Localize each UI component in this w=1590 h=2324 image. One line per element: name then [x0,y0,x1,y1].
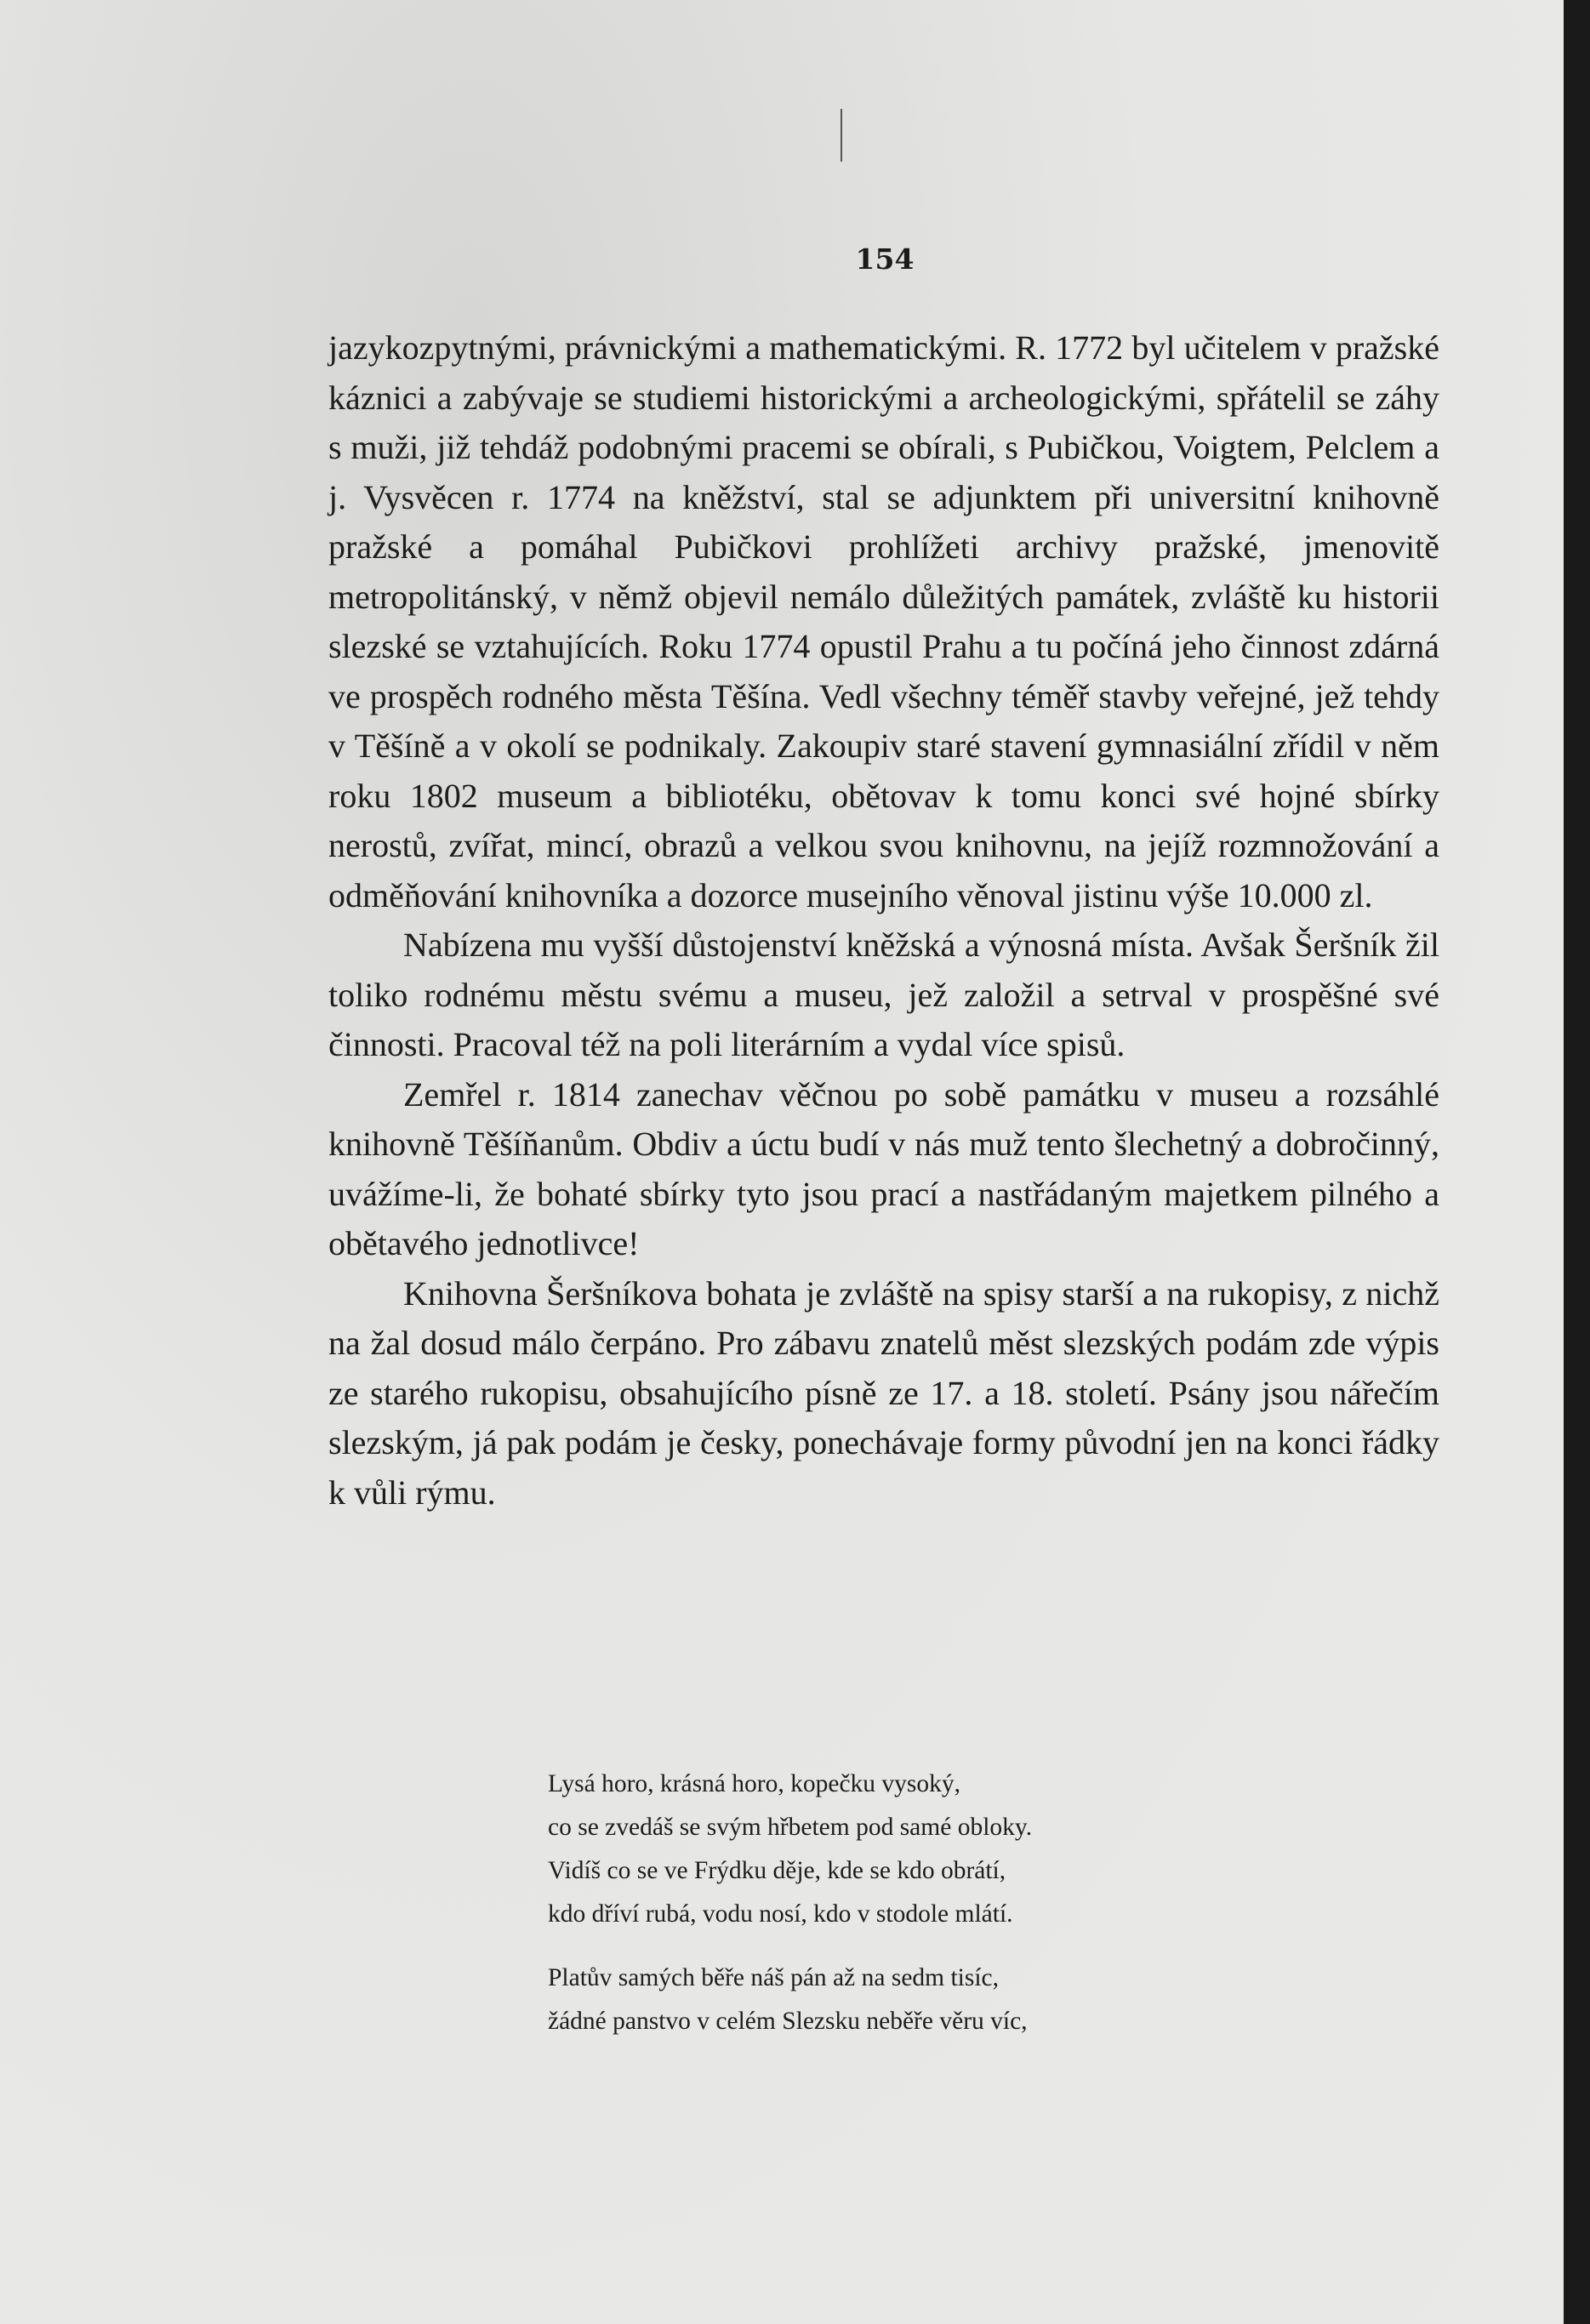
body-text [328,323,1439,1518]
paragraph-4: Knihovna Šeršníkova bohata je zvláště na spisy starší a na rukopisy, z nichž na žal dosud málo čerpáno. Pro zábavu znatelů měst slezských podám zde výpis ze starého rukopisu, obsahujícího písně ze 17. a 18. století. Psány jsou nářečím slezským, já pak podám je česky, ponechávaje formy původní jen na konci řádky k vůli rýmu. [328,1273,1439,1512]
paragraph-1: jazykozpytnými, právnickými a mathematickými. R. 1772 byl učitelem v pražské káznici a zabývaje se studiemi historickými a archeologickými, spřátelil se záhy s muži, již tehdáž podobnými pracemi se obírali, s Pubičkou, Voigtem, Pelclem a j. Vysvěcen r. 1774 na kněžství, stal se adjunktem při universitní knihovně pražské a pomáhal Pubičkovi prohlížeti archivy pražské, jmenovitě metropolitánský, v němž objevil nemálo důležitých památek, zvláště ku historii slezské se vztahujících. Roku 1774 opustil Prahu a tu počíná jeho činnost zdárná ve prospěch rodného města Těšína. Vedl všechny téměř stavby veřejné, jež tehdy v Těšíně a v okolí se podnikaly. Zakoupiv staré stavení gymnasiální zřídil v něm roku 1802 museum a bibliotéku, obětovav k tomu konci své hojné sbírky nerostů, zvířat, mincí, obrazů a velkou svou knihovnu, na jejíž rozmnožování a odměňování knihovníka a dozorce musejního věnoval jistinu výše 10.000 zl. [328,328,1439,914]
poem-line: žádné panstvo v celém Slezsku neběře věru víc, [548,2008,1028,2035]
scan-artifact-mark [841,109,842,162]
poem-line: Vidíš co se ve Frýdku děje, kde se kdo obrátí, [548,1857,1006,1884]
poem-line: co se zvedáš se svým hřbetem pod samé obloky. [548,1814,1033,1841]
poem-excerpt [548,1763,1484,2064]
scan-dark-edge [1564,0,1590,2324]
poem-line: Platův samých běře náš pán až na sedm tisíc, [548,1964,1000,1991]
page-number: 154 [855,242,915,276]
paragraph-3: Zemřel r. 1814 zanechav věčnou po sobě památku v museu a rozsáhlé knihovně Těšíňanům. Obdiv a úctu budí v nás muž tento šlechetný a dobročinný, uvážíme-li, že bohaté sbírky tyto jsou prací a nastřádaným majetkem pilného a obětavého jednotlivce! [328,1074,1439,1262]
poem-stanza-2 [548,1957,1484,2043]
poem-line: Lysá horo, krásná horo, kopečku vysoký, [548,1770,961,1797]
poem-stanza-1 [548,1763,1484,1936]
paragraph-2: Nabízena mu vyšší důstojenství kněžská a výnosná místa. Avšak Šeršník žil toliko rodnému městu svému a museu, jež založil a setrval v prospěšné své činnosti. Pracoval též na poli literárním a vydal více spisů. [328,926,1439,1063]
poem-line: kdo dříví rubá, vodu nosí, kdo v stodole mlátí. [548,1900,1013,1928]
